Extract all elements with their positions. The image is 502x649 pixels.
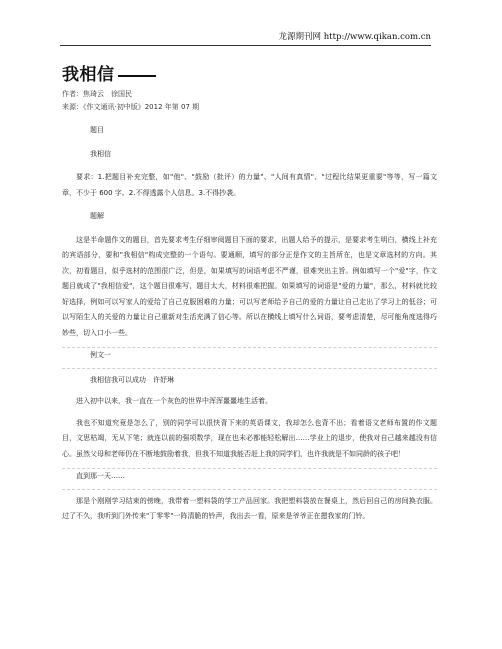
site-header: [60, 30, 431, 46]
article-body: [62, 123, 437, 525]
paragraph-4: 那是个刚刚学习结束的傍晚，我带着一塑料袋的学工产品回家。我把塑料袋放在餐桌上，然后回自己的房间换衣服。过了不久，我听到门外传来"丁零零"一阵清脆的铃声，我出去一看，原来是爷爷正在摁我家的门铃。: [62, 496, 437, 520]
article-title: [62, 60, 156, 85]
example-label: 例文一: [90, 351, 111, 359]
paragraph-1: 进入初中以来，我一直在一个灰色的世界中浑浑噩噩地生活着。: [76, 397, 272, 405]
source-line: 来源：《作文通讯·初中版》2012 年第 07 期: [62, 103, 200, 111]
topic-title: 我相信: [90, 149, 111, 158]
requirement-text: 要求：1.把题目补充完整，如"他"、"鼓励（批评）的力量"、"人间有真情"、"过程比结果更重要"等等，写一篇文章，不少于 600 字。2.不得透露个人信息。3.不得抄袭。: [62, 173, 437, 197]
analysis-label: 题解: [90, 212, 104, 220]
example-title: 我相信我可以成功 许妤琳: [90, 375, 174, 384]
paragraph-3: 直到那一天……: [76, 472, 125, 480]
analysis-text: 这是半命题作文的题目，首先要求考生仔细审阅题目下面的要求，出题人给予的提示，是要求考生明白，横线上补充的宾语部分，要和"我相信"构成完整的一个语句。要通顺，填写的部分正是作文的主旨所在，也是文章选材的方向。其次，初看题目，似乎选材的范围很广泛，但是，如果填写的词语考虑不严谨，很难突出主旨。例如填写一个"爱"字，作文题目就成了"我相信爱"，这个题目很难写，题目太大，材料很难把握。如果填写的词语是"爱的力量"，那么，材料就比较好选择，例如可以写家人的爱给了自己克服困难的力量；可以写老师给予自己的爱的力量让自己走出了学习上的低谷；可以写陌生人的关爱的力量让自己重新对生活充满了信心等。所以在横线上填写什么词语，要考虑清楚，尽可能角度选得巧妙些，切入口小一些。: [62, 235, 437, 337]
topic-label: 题目: [90, 126, 104, 134]
article-title-text: 我相信: [62, 65, 115, 85]
title-blank-line: [118, 75, 156, 77]
author-line: 作者：焦琦云 徐国民: [62, 90, 132, 98]
paragraph-2: 我也不知道究竟是怎么了，别的同学可以很快背下来的英语课文，我却怎么也背不出；看着语文老师布置的作文题目，文思枯竭，无从下笔；就连以前的强项数学，现在也未必都能轻松解出……学业上的退步，使我对自己越来越没有信心。虽然父母和老师仍在不断地鼓励着我，但我不知道我能否赶上我的同学们，也许我就是不如同龄的孩子吧！: [62, 418, 437, 458]
site-header-text: 龙源期刊网 http://www.qikan.com.cn: [278, 32, 431, 42]
